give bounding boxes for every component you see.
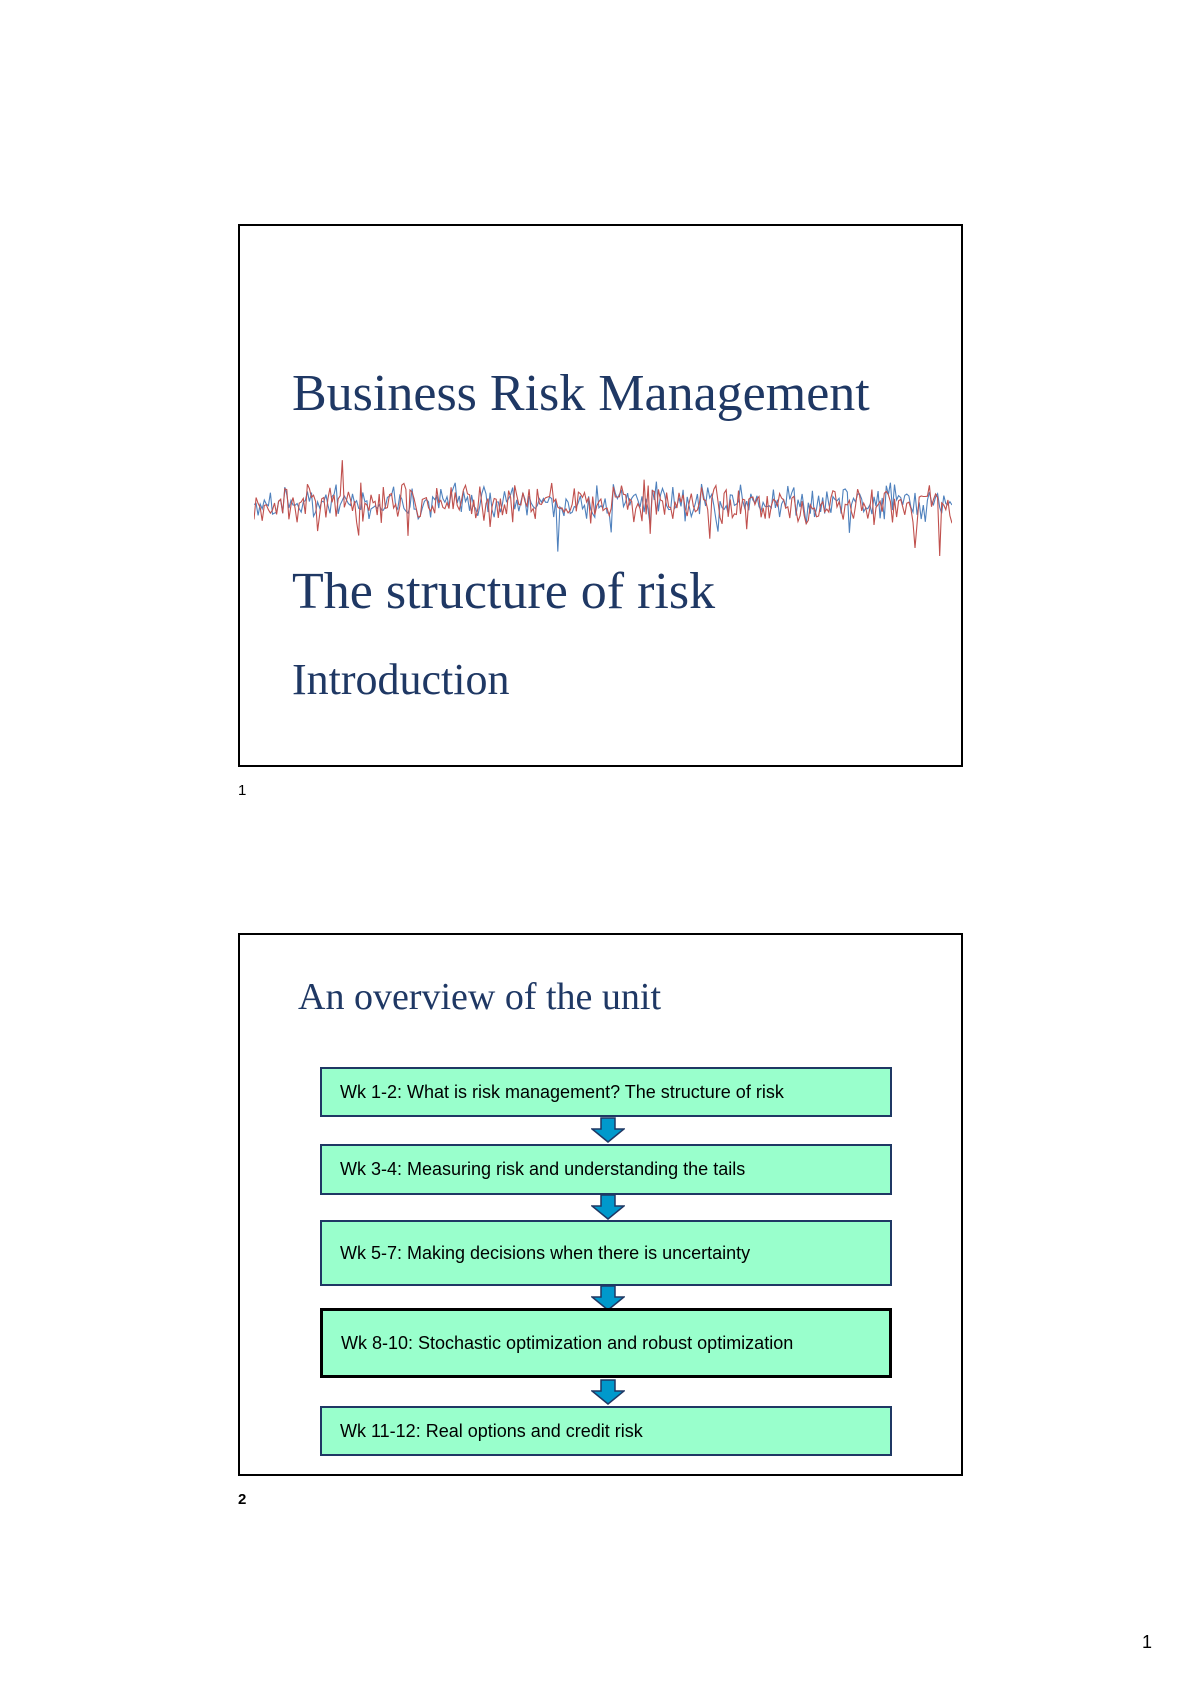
arrow-shape (592, 1195, 624, 1219)
slide-number: 1 (238, 782, 247, 799)
page-number: 1 (1141, 1632, 1152, 1652)
slide-section: Introduction (292, 655, 510, 704)
noise-line-blue (254, 482, 952, 552)
down-arrow-icon (591, 1379, 625, 1405)
flow-step-week-5-7: Wk 5-7: Making decisions when there is uncertainty (320, 1220, 892, 1286)
arrow-shape (592, 1286, 624, 1310)
slide-2 (238, 933, 963, 1476)
flow-step-week-1-2: Wk 1-2: What is risk management? The structure of risk (320, 1067, 892, 1117)
risk-noise-graphic (254, 448, 952, 558)
flow-step-week-3-4: Wk 3-4: Measuring risk and understanding the tails (320, 1144, 892, 1195)
slide-number: 2 (238, 1491, 247, 1508)
flow-step-week-8-10: Wk 8-10: Stochastic optimization and robust optimization (320, 1308, 892, 1378)
slide-subtitle: The structure of risk (292, 563, 716, 620)
arrow-shape (592, 1380, 624, 1404)
arrow-shape (592, 1118, 624, 1142)
down-arrow-icon (591, 1117, 625, 1143)
down-arrow-icon (591, 1194, 625, 1220)
slide-title: An overview of the unit (298, 976, 662, 1018)
slide-1 (238, 224, 963, 767)
flow-step-week-11-12: Wk 11-12: Real options and credit risk (320, 1406, 892, 1456)
slide-title: Business Risk Management (292, 365, 870, 422)
